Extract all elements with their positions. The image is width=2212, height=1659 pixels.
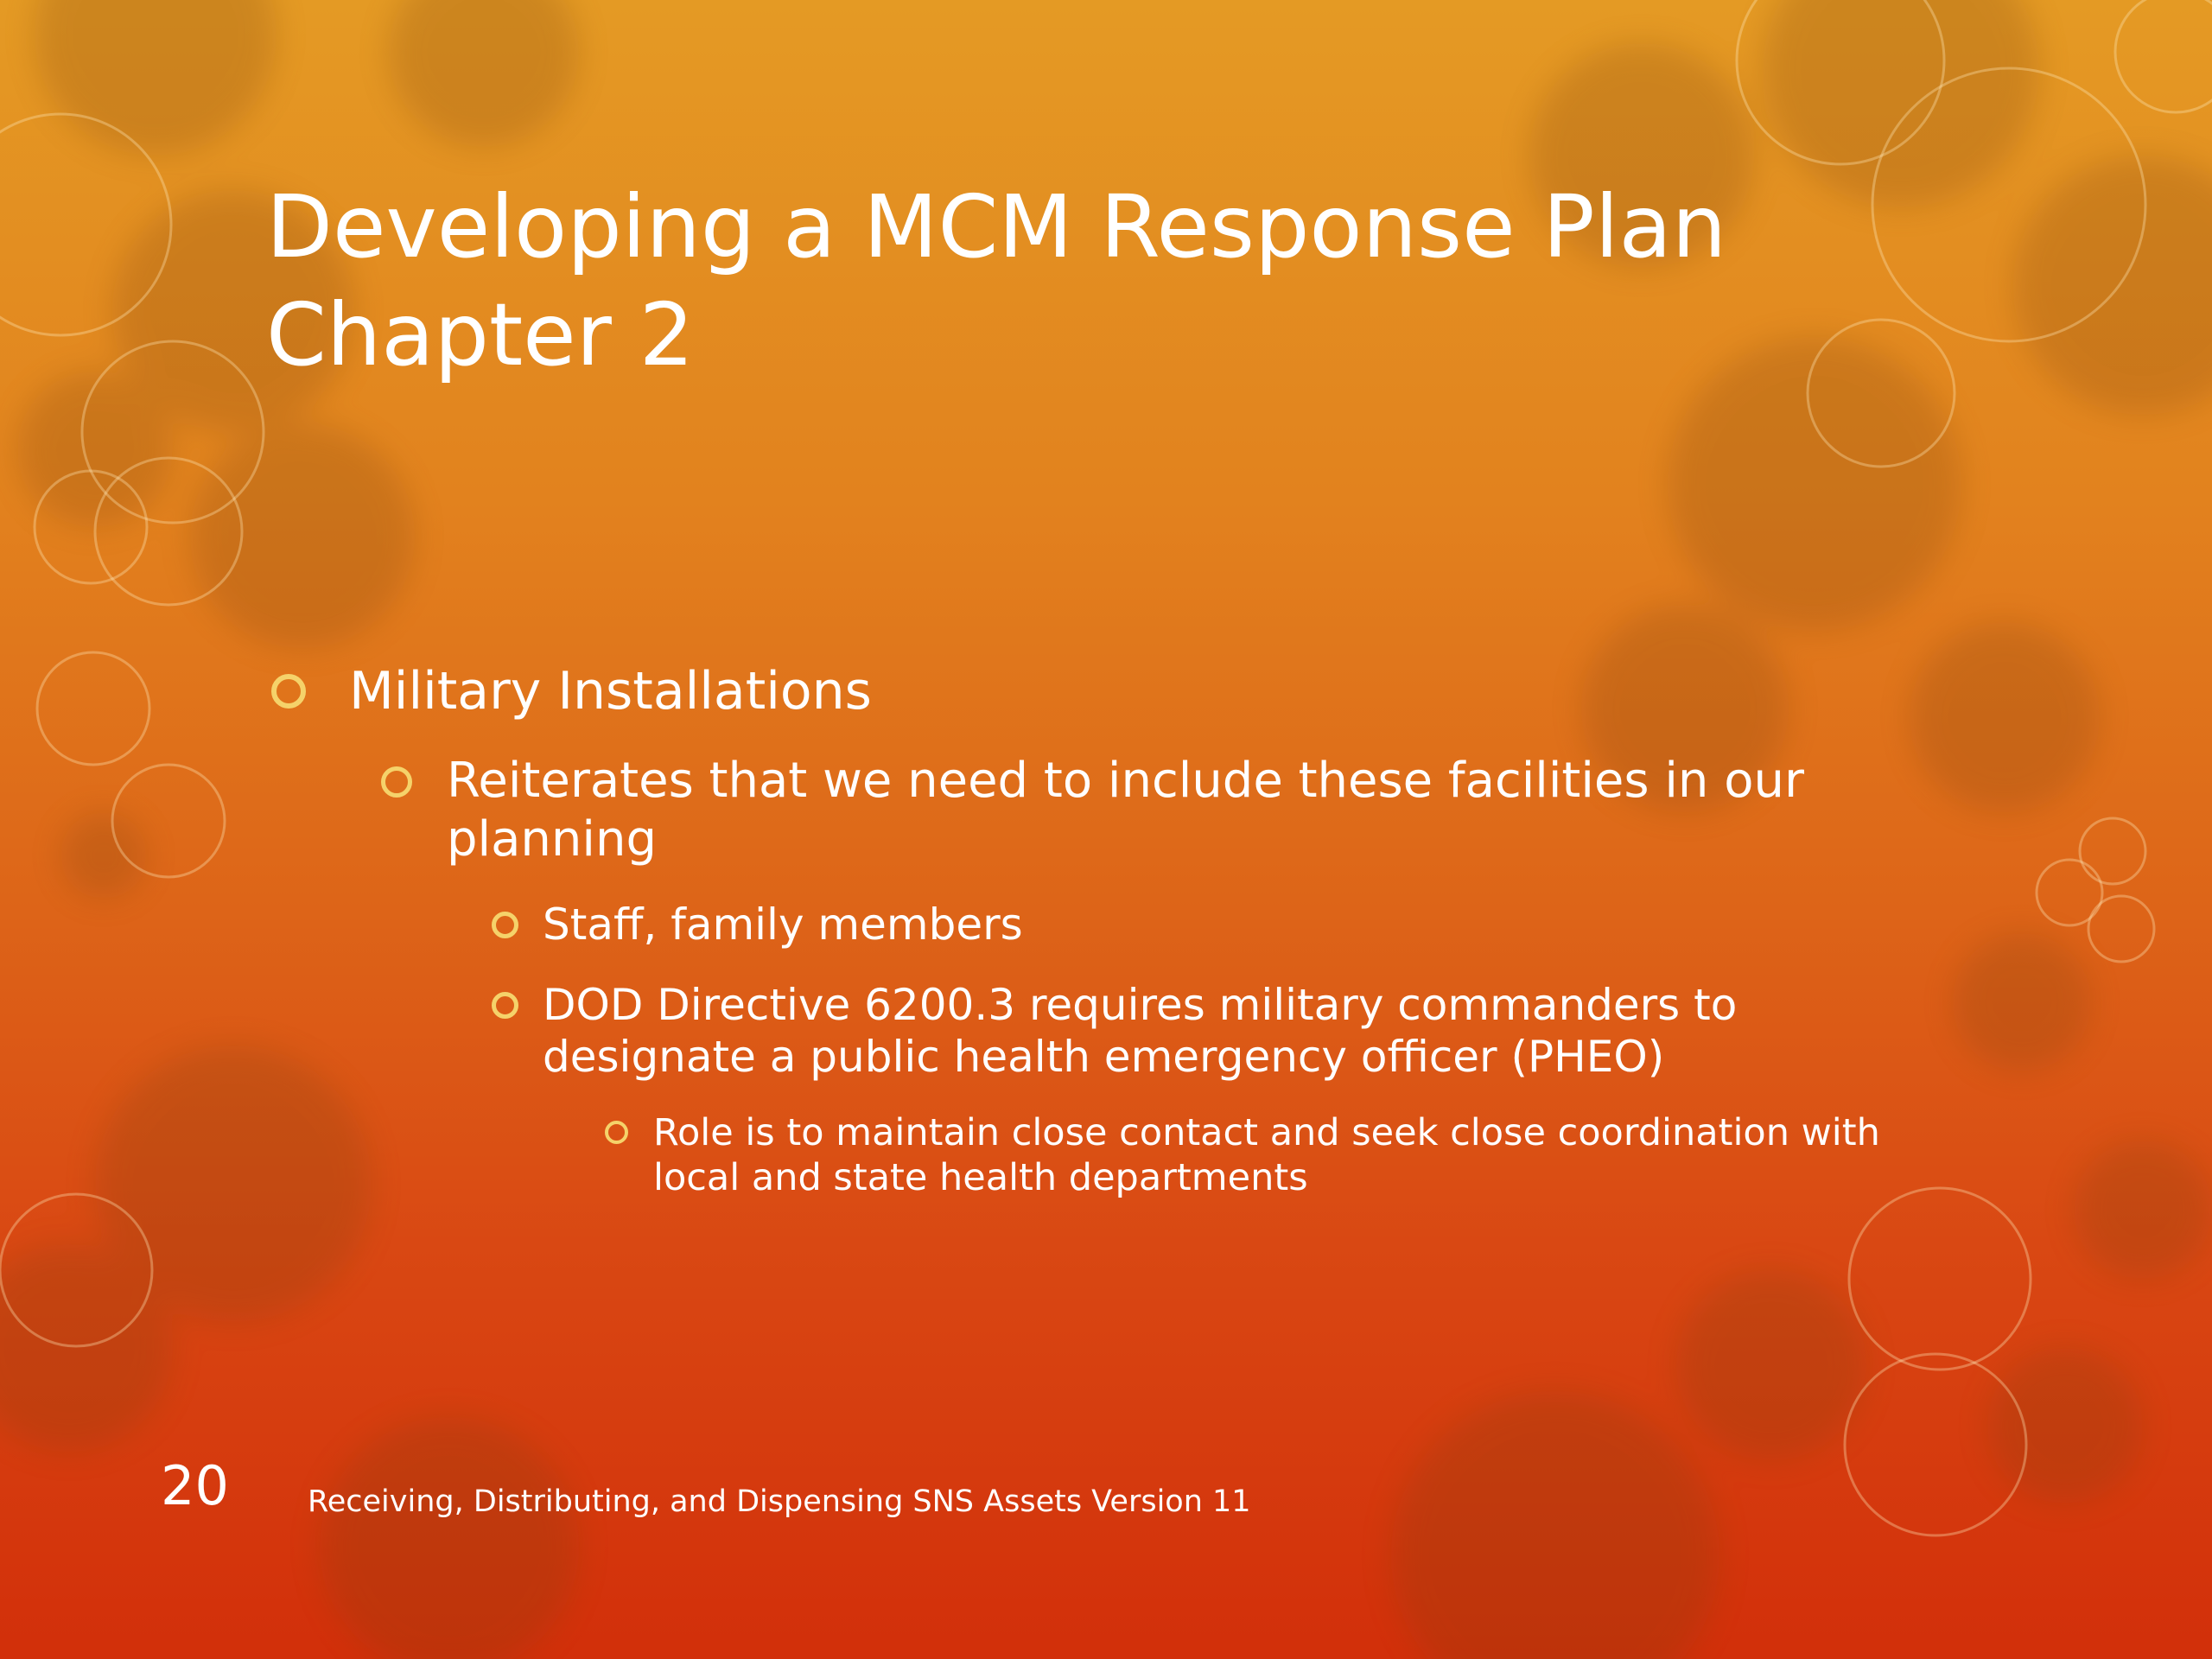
circle-bullet-icon: [492, 912, 518, 938]
bullet-text: DOD Directive 6200.3 requires military commanders to designate a public health emergency officer (PHEO): [543, 980, 1738, 1082]
bullet-text: Reiterates that we need to include these facilities in our planning: [447, 753, 1804, 868]
circle-bullet-icon: [605, 1121, 628, 1144]
circle-bullet-icon: [492, 992, 518, 1019]
bullet-level-1: [349, 657, 1904, 726]
bullet-level-3: [543, 899, 1839, 950]
slide-number: 20: [161, 1454, 229, 1517]
bullet-level-2: [447, 752, 1872, 869]
circle-bullet-icon: [381, 766, 412, 798]
bullet-text: Role is to maintain close contact and seek close coordination with local and state health departments: [653, 1111, 1880, 1199]
bullet-level-3: [543, 979, 1839, 1083]
slide-title-line-2: Chapter 2: [266, 284, 695, 385]
circle-bullet-icon: [271, 674, 306, 709]
slide-footer: Receiving, Distributing, and Dispensing SNS Assets Version 11: [308, 1484, 1251, 1519]
slide-title-line-1: Developing a MCM Response Plan: [266, 176, 1727, 277]
bullet-level-4: [653, 1110, 1906, 1200]
bullet-text: Staff, family members: [543, 899, 1023, 950]
bullet-text: Military Installations: [349, 661, 872, 721]
